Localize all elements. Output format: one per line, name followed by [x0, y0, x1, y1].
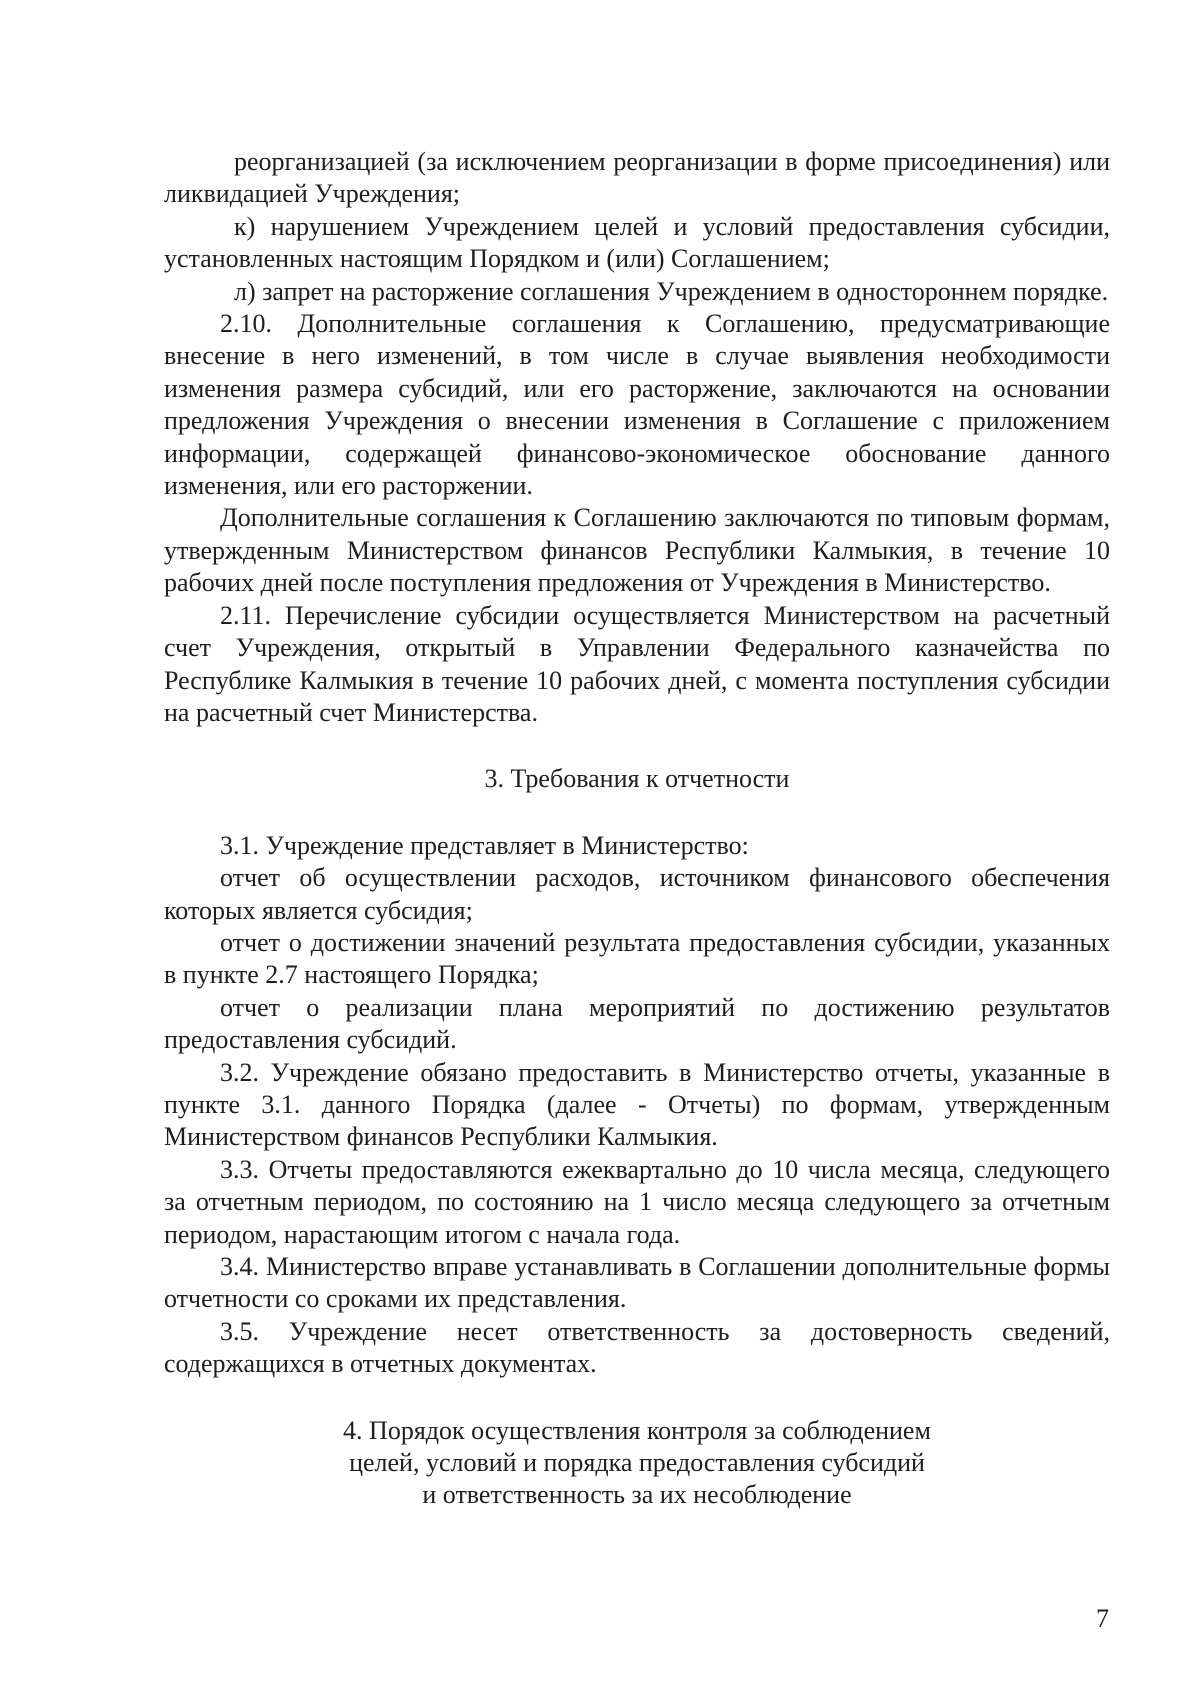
- paragraph-reorganization: реорганизацией (за исключением реорганизации в форме присоединения) или ликвидацией Учреждения;: [164, 147, 1110, 209]
- document-body: [164, 146, 1110, 1512]
- section-3-heading: 3. Требования к отчетности: [484, 764, 790, 794]
- paragraph-2-10: 2.10. Дополнительные соглашения к Соглашению, предусматривающие внесение в него изменений, в том числе в случае выявления необходимости изменения размера субсидий, или его расторжение, заключаются на основании предложения Учреждения о внесении изменения в Соглашение с приложением информации, содержащей финансово-экономическое обоснование данного изменения, или его расторжении.: [164, 309, 1110, 501]
- paragraph-3-5: 3.5. Учреждение несет ответственность за достоверность сведений, содержащихся в отчетных документах.: [164, 1316, 1110, 1379]
- section-4-heading-line: 4. Порядок осуществления контроля за соблюдением: [343, 1415, 931, 1445]
- paragraph-3-3: 3.3. Отчеты предоставляются ежеквартально до 10 числа месяца, следующего за отчетным периодом, по состоянию на 1 число месяца следующего за отчетным периодом, нарастающим итогом с начала года.: [164, 1154, 1110, 1249]
- page-number: 7: [1096, 1604, 1109, 1633]
- paragraph-3-1-report-results: отчет о достижении значений результата предоставления субсидии, указанных в пункте 2.7 настоящего Порядка;: [164, 927, 1110, 990]
- paragraph-2-11: 2.11. Перечисление субсидии осуществляется Министерством на расчетный счет Учреждения, открытый в Управлении Федерального казначейства по Республике Калмыкия в течение 10 рабочих дней, с момента поступления субсидии на расчетный счет Министерства.: [164, 600, 1110, 727]
- paragraph-3-1: 3.1. Учреждение представляет в Министерство:: [220, 830, 749, 860]
- section-4-heading-line: целей, условий и порядка предоставления субсидий: [349, 1448, 925, 1478]
- paragraph-additional-agreements: Дополнительные соглашения к Соглашению заключаются по типовым формам, утвержденным Министерством финансов Республики Калмыкия, в течение 10 рабочих дней после поступления предложения от Учреждения в Министерство.: [164, 503, 1110, 598]
- paragraph-3-4: 3.4. Министерство вправе устанавливать в Соглашении дополнительные формы отчетности со сроками их представления.: [164, 1252, 1110, 1314]
- paragraph-3-1-report-expenses: отчет об осуществлении расходов, источником финансового обеспечения которых является субсидия;: [164, 863, 1110, 925]
- paragraph-3-2: 3.2. Учреждение обязано предоставить в Министерство отчеты, указанные в пункте 3.1. данного Порядка (далее - Отчеты) по формам, утвержденным Министерством финансов Республики Калмыкия.: [164, 1057, 1110, 1152]
- section-4-heading-line: и ответственность за их несоблюдение: [422, 1480, 852, 1510]
- paragraph-3-1-report-plan: отчет о реализации плана мероприятий по достижению результатов предоставления субсидий.: [164, 992, 1110, 1055]
- paragraph-item-k: к) нарушением Учреждением целей и условий предоставления субсидии, установленных настоящим Порядком и (или) Соглашением;: [164, 211, 1110, 274]
- section-4-heading: [164, 1415, 1110, 1512]
- paragraph-item-l: л) запрет на расторжение соглашения Учреждением в одностороннем порядке.: [234, 276, 1109, 306]
